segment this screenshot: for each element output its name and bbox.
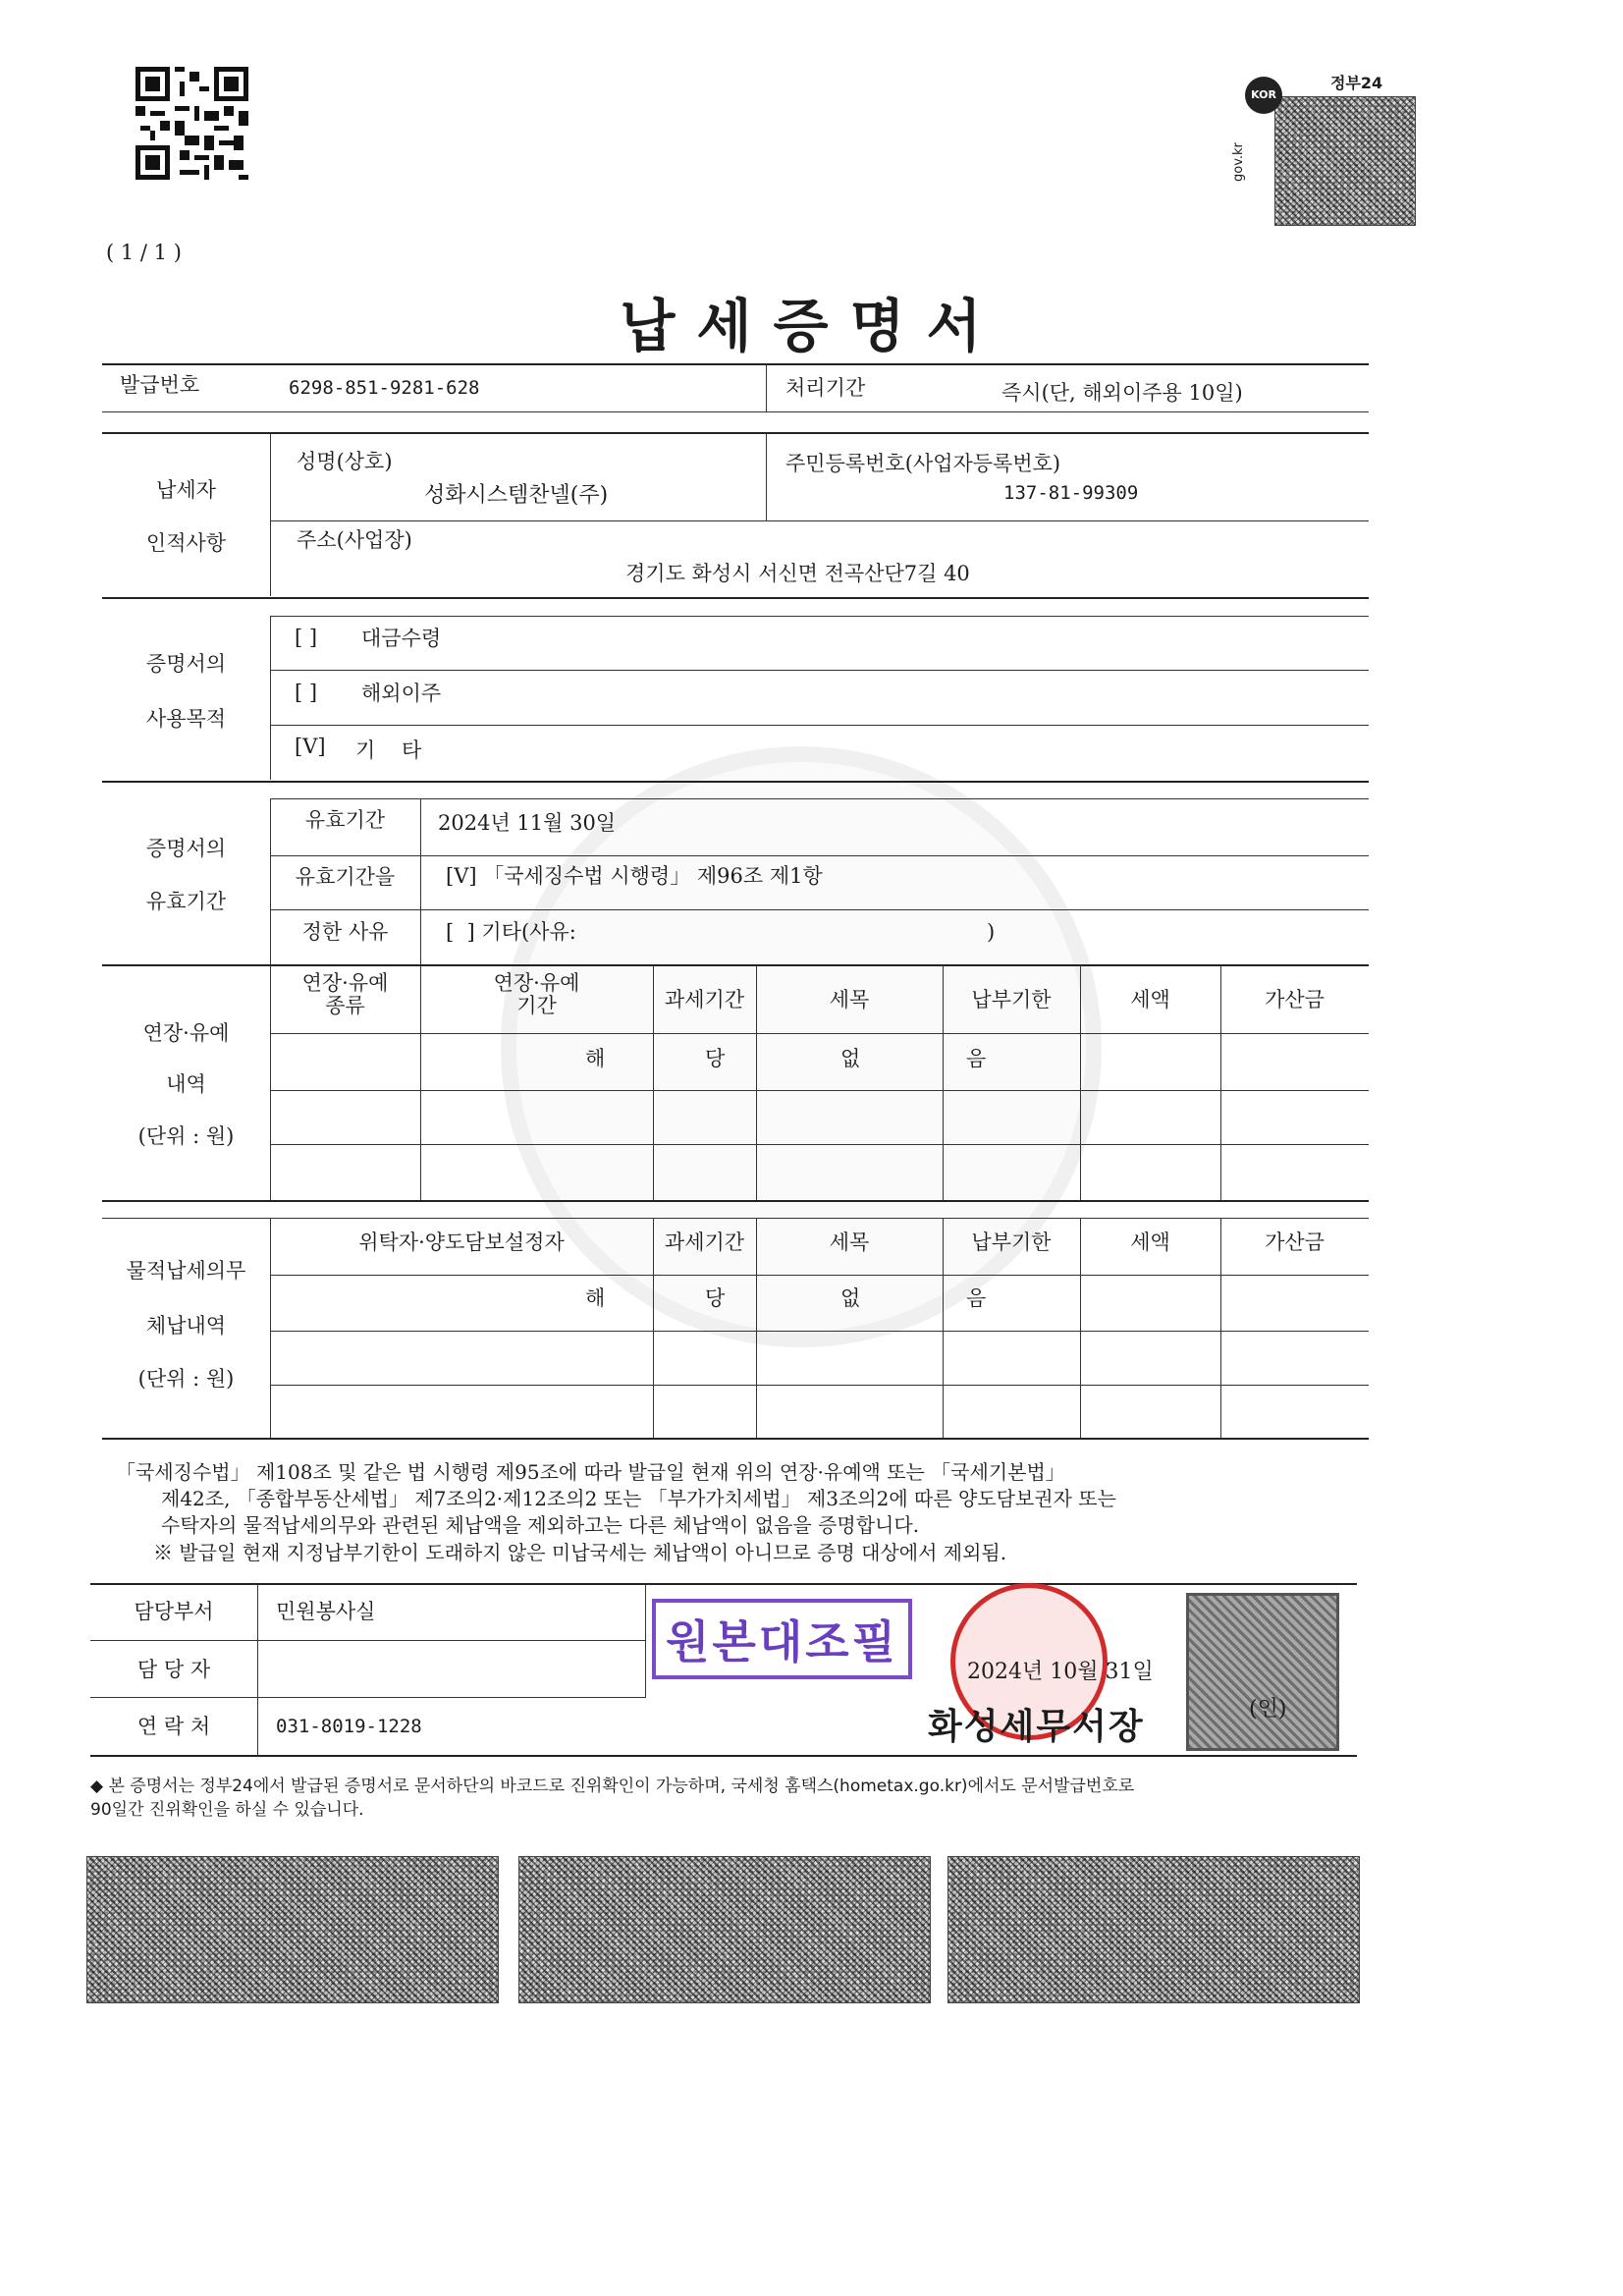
rule [766, 433, 767, 520]
none-text: 해 [585, 1047, 606, 1070]
issue-number-value: 6298-851-9281-628 [289, 377, 480, 399]
validity-period-value: 2024년 11월 30일 [438, 811, 617, 835]
secondary-header: 세액 [1130, 1230, 1170, 1254]
purpose-section-label: 사용목적 [145, 707, 227, 731]
rule [270, 1385, 1369, 1386]
rule [102, 597, 1369, 599]
seal-mark: (인) [1249, 1697, 1287, 1722]
page-counter: ( 1 / 1 ) [106, 241, 182, 264]
deferral-header: 가산금 [1265, 988, 1325, 1011]
deferral-section-label: 연장·유예 [142, 1021, 230, 1045]
certification-text: 수탁자의 물적납세의무와 관련된 체납액을 제외하고는 다른 체납액이 없음을 증명합니다. [161, 1513, 920, 1537]
department-label: 담당부서 [134, 1600, 214, 1623]
rule [270, 798, 1369, 799]
document-title: 납세증명서 [620, 293, 1003, 359]
original-verified-stamp: 원본대조필 [652, 1599, 912, 1679]
validity-reason-statute: [V] 「국세징수법 시행령」 제96조 제1항 [446, 864, 823, 888]
secondary-section-label: 체납내역 [145, 1314, 227, 1338]
secondary-header: 가산금 [1265, 1230, 1325, 1254]
validity-reason-other: [ ] 기타(사유: [446, 920, 576, 944]
rule [102, 964, 1369, 966]
verification-barcode [518, 1856, 931, 2003]
rule [270, 1331, 1369, 1332]
deferral-header: 세액 [1130, 988, 1170, 1011]
validity-period-label: 유효기간 [304, 808, 386, 832]
purpose-section-label: 증명서의 [145, 652, 227, 676]
none-text: 없 [840, 1047, 861, 1070]
deferral-header: 연장·유예 종류 [301, 971, 389, 1018]
validity-section-label: 증명서의 [145, 837, 227, 860]
validity-reason-label: 유효기간을 [295, 865, 396, 889]
rule [102, 1218, 1369, 1219]
rule [420, 799, 421, 964]
rule [270, 1275, 1369, 1276]
verification-barcode-top [1274, 96, 1416, 226]
name-label: 성명(상호) [297, 450, 393, 473]
rule [270, 1033, 1369, 1034]
none-text: 해 [585, 1286, 606, 1310]
footer-note: 90일간 진위확인을 하실 수 있습니다. [90, 1800, 364, 1820]
deferral-header: 세목 [829, 988, 870, 1011]
rule [270, 1090, 1369, 1091]
qr-code-icon [135, 67, 248, 180]
rule [90, 1697, 645, 1698]
verification-barcode [86, 1856, 499, 2003]
rule [90, 1583, 1357, 1585]
deferral-section-label: 내역 [166, 1072, 206, 1096]
secondary-header: 위탁자·양도담보설정자 [358, 1230, 565, 1254]
secondary-section-label: (단위 : 원) [137, 1367, 235, 1391]
purpose-option-label: 기 타 [355, 738, 422, 762]
address-label: 주소(사업장) [297, 528, 412, 552]
processing-period-label: 처리기간 [785, 376, 866, 400]
gov24-label: 정부24 [1330, 74, 1383, 92]
none-text: 없 [840, 1286, 861, 1310]
tax-office-seal [1186, 1593, 1339, 1751]
rule [102, 411, 1369, 412]
certification-text: 제42조, 「종합부동산세법」 제7조의2·제12조의2 또는 「부가가치세법」 제3조의2에 따른 양도담보권자 또는 [161, 1487, 1116, 1510]
registration-number-label: 주민등록번호(사업자등록번호) [785, 452, 1061, 475]
deferral-section-label: (단위 : 원) [137, 1124, 235, 1148]
deferral-header: 납부기한 [971, 988, 1052, 1011]
rule [645, 1584, 646, 1698]
rule [90, 1640, 645, 1641]
verification-barcode [947, 1856, 1360, 2003]
rule [257, 1584, 258, 1755]
rule [102, 781, 1369, 783]
taxpayer-section-label: 납세자 [156, 478, 216, 502]
rule [270, 617, 271, 780]
taxpayer-section-label: 인적사항 [145, 531, 227, 555]
company-name: 성화시스템찬넬(주) [424, 483, 609, 508]
department-value: 민원봉사실 [276, 1600, 376, 1623]
purpose-checkbox[interactable]: [V] [295, 735, 326, 758]
purpose-checkbox[interactable]: [ ] [295, 626, 318, 649]
none-text: 당 [705, 1047, 726, 1070]
phone-value: 031-8019-1228 [276, 1716, 422, 1737]
deferral-header: 과세기간 [664, 988, 745, 1011]
rule [766, 364, 767, 411]
phone-label: 연 락 처 [136, 1715, 211, 1738]
secondary-section-label: 물적납세의무 [126, 1259, 246, 1283]
rule [90, 1755, 1357, 1757]
address-value: 경기도 화성시 서신면 전곡산단7길 40 [625, 562, 970, 585]
secondary-header: 세목 [829, 1230, 870, 1254]
rule [102, 1200, 1369, 1202]
none-text: 당 [705, 1286, 726, 1310]
contact-person-label: 담 당 자 [136, 1658, 211, 1681]
issue-number-label: 발급번호 [120, 373, 200, 397]
validity-reason-label: 정한 사유 [301, 920, 389, 944]
deferral-header: 연장·유예 기간 [493, 971, 580, 1018]
rule [270, 616, 1369, 617]
secondary-header: 납부기한 [971, 1230, 1052, 1254]
rule [270, 909, 1369, 910]
rule [102, 432, 1369, 434]
secondary-header: 과세기간 [664, 1230, 745, 1254]
rule [102, 1438, 1369, 1440]
purpose-option-label: 해외이주 [361, 682, 442, 705]
certification-text: 「국세징수법」 제108조 및 같은 법 시행령 제95조에 따라 발급일 현재 위의 연장·유예액 또는 「국세기본법」 [116, 1460, 1065, 1484]
rule [270, 520, 1369, 521]
none-text: 음 [966, 1047, 987, 1070]
issuer-name: 화성세무서장 [928, 1707, 1145, 1747]
footer-note: ◆ 본 증명서는 정부24에서 발급된 증명서로 문서하단의 바코드로 진위확인이 가능하며, 국세청 홈택스(hometax.go.kr)에서도 문서발급번호로 [90, 1777, 1135, 1796]
rule [270, 670, 1369, 671]
kor-mark-icon: KOR [1245, 77, 1282, 114]
validity-reason-close: ) [987, 920, 996, 944]
validity-section-label: 유효기간 [145, 890, 227, 913]
rule [270, 433, 271, 596]
purpose-checkbox[interactable]: [ ] [295, 681, 318, 704]
rule [270, 725, 1369, 726]
none-text: 음 [966, 1286, 987, 1310]
gov-domain-label: gov.kr [1231, 142, 1246, 182]
processing-period-value: 즉시(단, 해외이주용 10일) [1001, 381, 1243, 405]
rule [270, 855, 1369, 856]
rule [102, 363, 1369, 365]
purpose-option-label: 대금수령 [361, 627, 442, 650]
issue-date: 2024년 10월 31일 [967, 1660, 1154, 1684]
certification-note: ※ 발급일 현재 지정납부기한이 도래하지 않은 미납국세는 체납액이 아니므로 증명 대상에서 제외됨. [153, 1541, 1007, 1564]
rule [270, 1144, 1369, 1145]
registration-number: 137-81-99309 [1003, 482, 1139, 504]
